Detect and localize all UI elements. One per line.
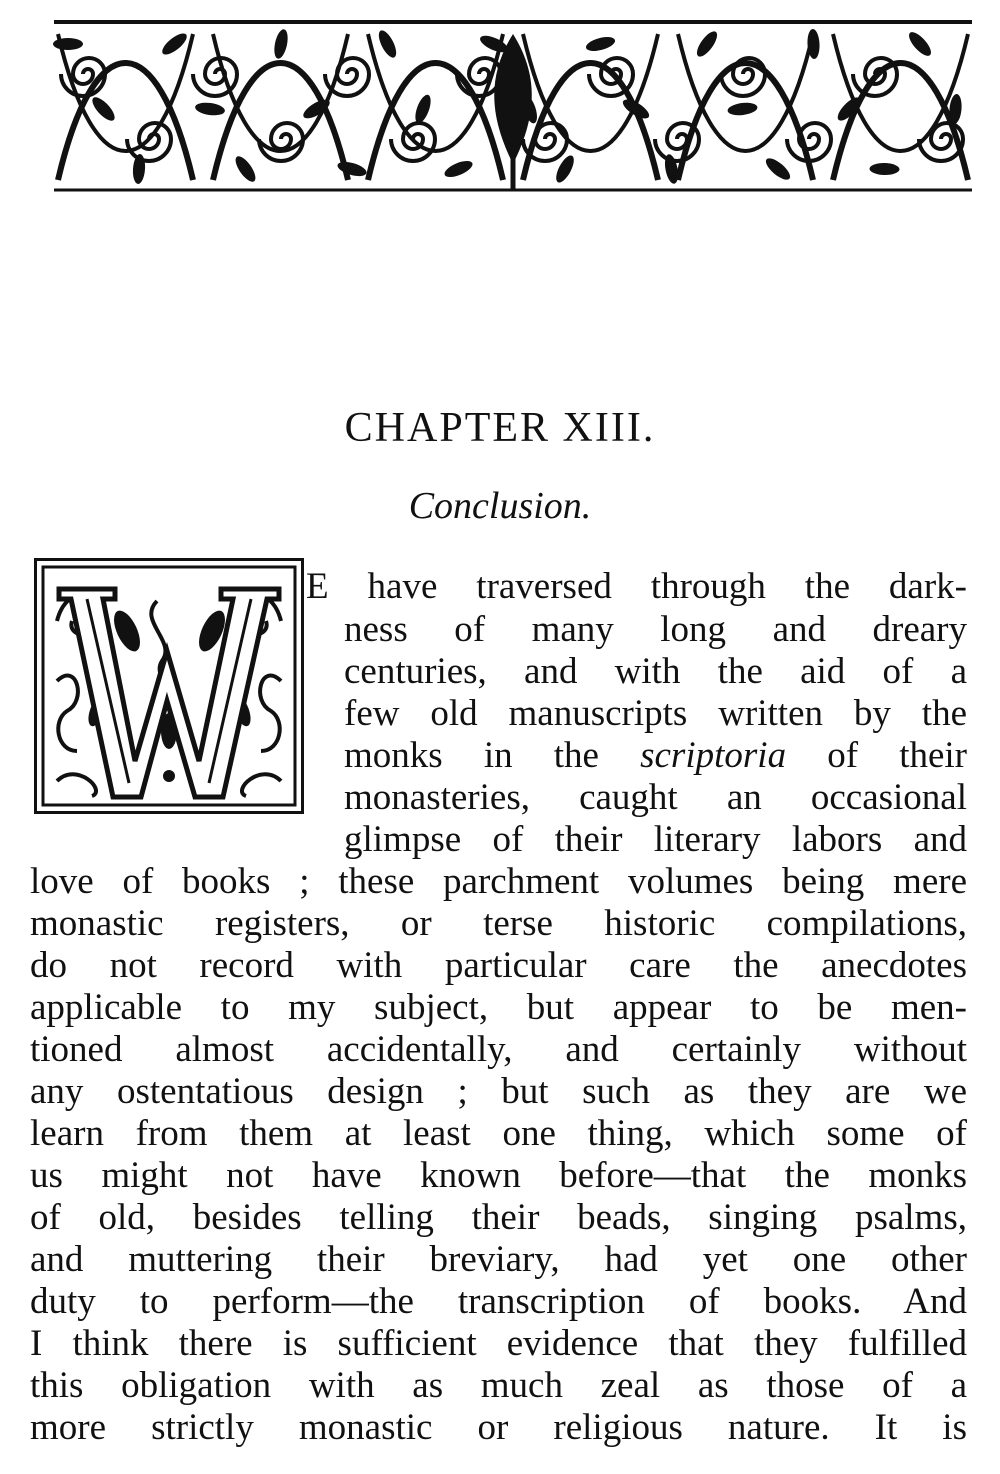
paragraph-line: us might not have known before—that the monks [30, 1155, 967, 1196]
paragraph-line: this obligation with as much zeal as those of a [30, 1365, 967, 1406]
paragraph-line: ness of many long and dreary [344, 609, 967, 650]
paragraph-line [344, 735, 967, 777]
paragraph-line: applicable to my subject, but appear to be men- [30, 987, 967, 1028]
italic-word: scriptoria [640, 735, 787, 776]
paragraph-line: few old manuscripts written by the [344, 693, 967, 734]
paragraph-line: love of books ; these parchment volumes being mere [30, 861, 967, 902]
paragraph-line: monasteries, caught an occasional [344, 777, 967, 818]
line-text-after: of their [786, 735, 967, 776]
paragraph-line: any ostentatious design ; but such as they are we [30, 1071, 967, 1112]
paragraph-line: tioned almost accidentally, and certainly without [30, 1029, 967, 1070]
paragraph-line: duty to perform—the transcription of books. And [30, 1281, 967, 1322]
ornamental-headpiece [48, 14, 978, 200]
scrollwork-ornament-icon [48, 14, 978, 200]
chapter-title: CHAPTER XIII. [344, 405, 656, 451]
paragraph-first-line: E have traversed through the dark- [306, 566, 967, 607]
paragraph-line: learn from them at least one thing, which some of [30, 1113, 967, 1154]
drop-cap-initial [34, 558, 304, 814]
line-text-before: monks in the [344, 735, 641, 776]
paragraph-line: more strictly monastic or religious nature. It is [30, 1407, 967, 1448]
paragraph-line: of old, besides telling their beads, singing psalms, [30, 1197, 967, 1238]
paragraph-line: glimpse of their literary labors and [344, 819, 967, 860]
paragraph-line: do not record with particular care the anecdotes [30, 945, 967, 986]
chapter-subtitle: Conclusion. [408, 485, 592, 527]
paragraph-line: centuries, and with the aid of a [344, 651, 967, 692]
paragraph-line: and muttering their breviary, had yet one other [30, 1239, 967, 1280]
drop-cap-w-icon [37, 561, 301, 811]
paragraph-line: I think there is sufficient evidence that they fulfilled [30, 1323, 967, 1364]
paragraph-line: monastic registers, or terse historic compilations, [30, 903, 967, 944]
